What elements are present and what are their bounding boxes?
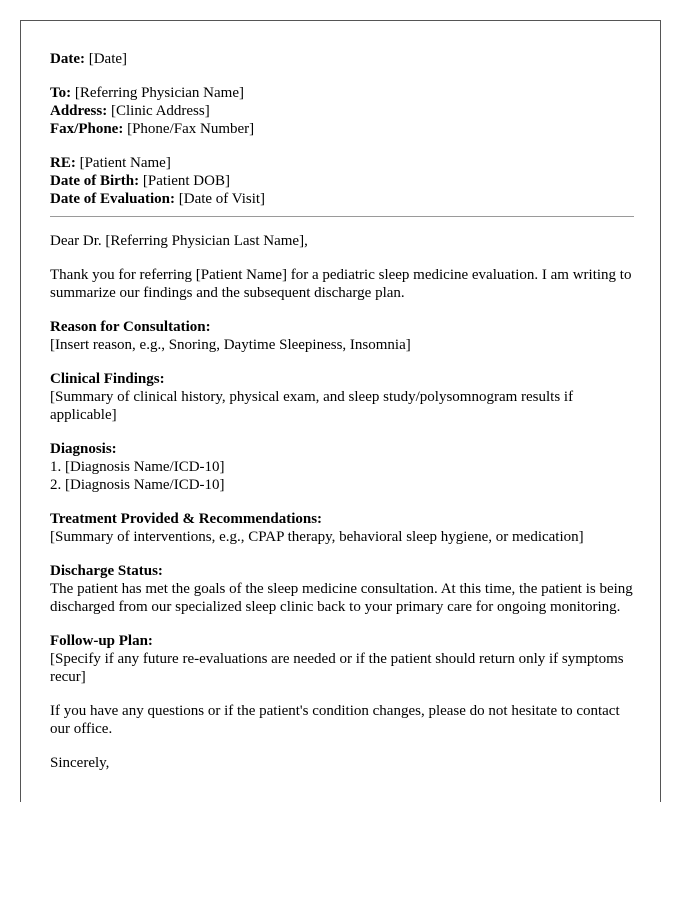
date-label: Date: [50, 51, 85, 67]
closing-text: If you have any questions or if the patient's condition changes, please do not hesitate to contact our office. [50, 703, 620, 737]
followup-text: [Specify if any future re-evaluations are needed or if the patient should return only if symptoms recur] [50, 651, 624, 685]
discharge-section [50, 562, 634, 616]
address-line [50, 102, 634, 120]
discharge-title: Discharge Status: [50, 563, 163, 579]
diagnosis-title: Diagnosis: [50, 441, 117, 457]
followup-title: Follow-up Plan: [50, 633, 153, 649]
to-line [50, 84, 634, 102]
address-value: [Clinic Address] [110, 103, 210, 119]
address-label: Address: [50, 103, 108, 119]
eval-value: [Date of Visit] [178, 191, 266, 207]
date-line [50, 50, 634, 68]
eval-label: Date of Evaluation: [50, 191, 175, 207]
followup-section [50, 632, 634, 686]
salutation-text: Dear Dr. [Referring Physician Last Name], [50, 233, 308, 249]
dob-value: [Patient DOB] [142, 173, 230, 189]
discharge-text: The patient has met the goals of the sleep medicine consultation. At this time, the patient is being discharged from our specialized sleep clinic back to your primary care for ongoing monitoring. [50, 581, 633, 615]
treatment-title: Treatment Provided & Recommendations: [50, 511, 323, 527]
fax-label: Fax/Phone: [50, 121, 124, 137]
reason-title: Reason for Consultation: [50, 319, 211, 335]
letter-page [20, 20, 661, 802]
findings-section [50, 370, 634, 424]
signoff [50, 754, 634, 772]
salutation [50, 232, 634, 250]
intro-paragraph [50, 266, 634, 302]
closing-paragraph [50, 702, 634, 738]
findings-title: Clinical Findings: [50, 371, 165, 387]
dob-line [50, 172, 634, 190]
to-label: To: [50, 85, 72, 101]
fax-line [50, 120, 634, 138]
re-line [50, 154, 634, 172]
date-block [50, 50, 634, 68]
letter-content [50, 50, 634, 788]
intro-text: Thank you for referring [Patient Name] for a pediatric sleep medicine evaluation. I am writing to summarize our findings and the subsequent discharge plan. [50, 267, 632, 301]
diagnosis-item: 1. [Diagnosis Name/ICD-10] [50, 459, 225, 475]
diagnosis-item: 2. [Diagnosis Name/ICD-10] [50, 477, 225, 493]
reason-section [50, 318, 634, 354]
date-value: [Date] [88, 51, 128, 67]
eval-line [50, 190, 634, 208]
diagnosis-section [50, 440, 634, 494]
to-value: [Referring Physician Name] [74, 85, 244, 101]
patient-block [50, 154, 634, 208]
re-value: [Patient Name] [79, 155, 171, 171]
findings-text: [Summary of clinical history, physical exam, and sleep study/polysomnogram results if applicable] [50, 389, 574, 423]
dob-label: Date of Birth: [50, 173, 140, 189]
header-divider [50, 216, 634, 217]
reason-text: [Insert reason, e.g., Snoring, Daytime Sleepiness, Insomnia] [50, 337, 411, 353]
signoff-text: Sincerely, [50, 755, 110, 771]
treatment-section [50, 510, 634, 546]
re-label: RE: [50, 155, 76, 171]
fax-value: [Phone/Fax Number] [127, 121, 255, 137]
treatment-text: [Summary of interventions, e.g., CPAP therapy, behavioral sleep hygiene, or medication] [50, 529, 584, 545]
recipient-block [50, 84, 634, 138]
